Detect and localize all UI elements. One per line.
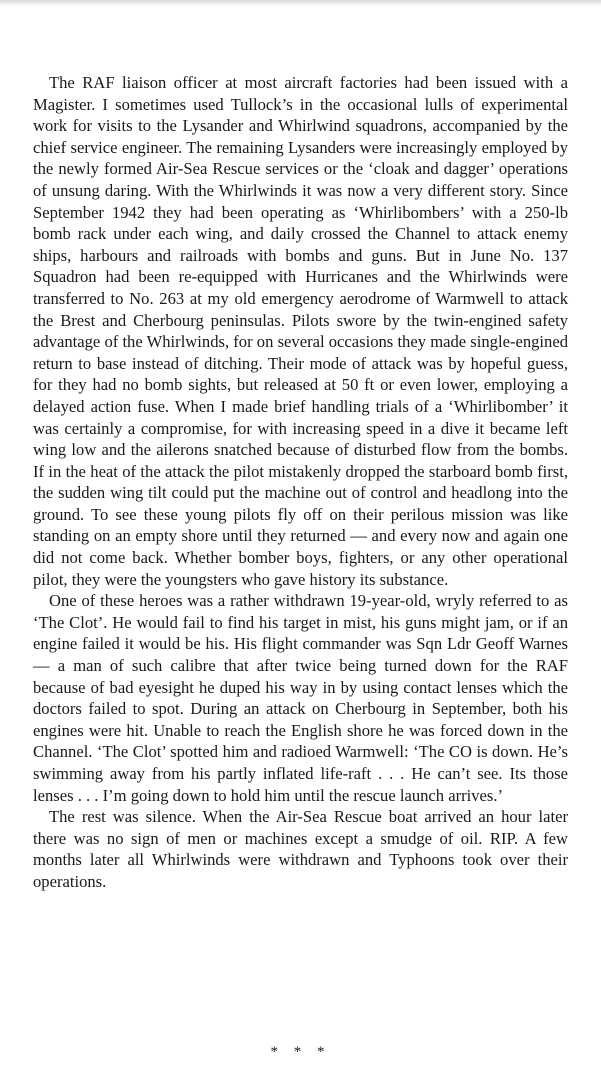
page-top-edge — [0, 0, 601, 6]
paragraph-1: The RAF liaison officer at most aircraft factories had been issued with a Magister. I sometimes used Tullock’s in the occasional lulls of experimental work for visits to the Lysander and Whirlwind squadrons, accompanied by the chief service engineer. The remaining Lysanders were increasingly employed by the newly formed Air-Sea Rescue services or the ‘cloak and dagger’ operations of unsung daring. With the Whirlwinds it was now a very different story. Since September 1942 they had been operating as ‘Whirlibombers’ with a 250-lb bomb rack under each wing, and daily crossed the Channel to attack enemy ships, harbours and railroads with bombs and guns. But in June No. 137 Squadron had been re-equipped with Hurricanes and the Whirlwinds were transferred to No. 263 at my old emergency aerodrome of Warmwell to attack the Brest and Cherbourg peninsulas. Pilots swore by the twin-engined safety advantage of the Whirlwinds, for on several occasions they made single-engined return to base instead of ditching. Their mode of attack was by hopeful guess, for they had no bomb sights, but released at 50 ft or even lower, employing a delayed action fuse. When I made brief handling trials of a ‘Whirlibomber’ it was certainly a compromise, for with increasing speed in a dive it became left wing low and the ailerons snatched because of disturbed flow from the bombs. If in the heat of the attack the pilot mistakenly dropped the starboard bomb first, the sudden wing tilt could put the machine out of control and headlong into the ground. To see these young pilots fly off on their perilous mission was like standing on an empty shore until they returned — and every now and again one did not come back. Whether bomber boys, fighters, or any other operational pilot, they were the youngsters who gave history its substance. — [33, 73, 568, 589]
paragraph-2: One of these heroes was a rather withdrawn 19-year-old, wryly referred to as ‘The Clot’. He would fail to find his target in mist, his guns might jam, or if an engine failed it would be his. His flight commander was Sqn Ldr Geoff Warnes — a man of such calibre that after twice being turned down for the RAF because of bad eyesight he duped his way in by using contact lenses which the doctors failed to spot. During an attack on Cherbourg in September, both his engines were hit. Unable to reach the English shore he was forced down in the Channel. ‘The Clot’ spotted him and radioed Warmwell: ‘The CO is down. He’s swimming away from his partly inflated life-raft . . . He can’t see. Its those lenses . . . I’m going down to hold him until the rescue launch arrives.’ — [33, 591, 568, 805]
section-separator: * * * — [270, 1044, 331, 1060]
paragraph-3: The rest was silence. When the Air-Sea Rescue boat arrived an hour later there was no sign of men or machines except a smudge of oil. RIP. A few months later all Whirlwinds were withdrawn and Typhoons took over their operations. — [33, 807, 568, 891]
document-body — [33, 72, 568, 893]
